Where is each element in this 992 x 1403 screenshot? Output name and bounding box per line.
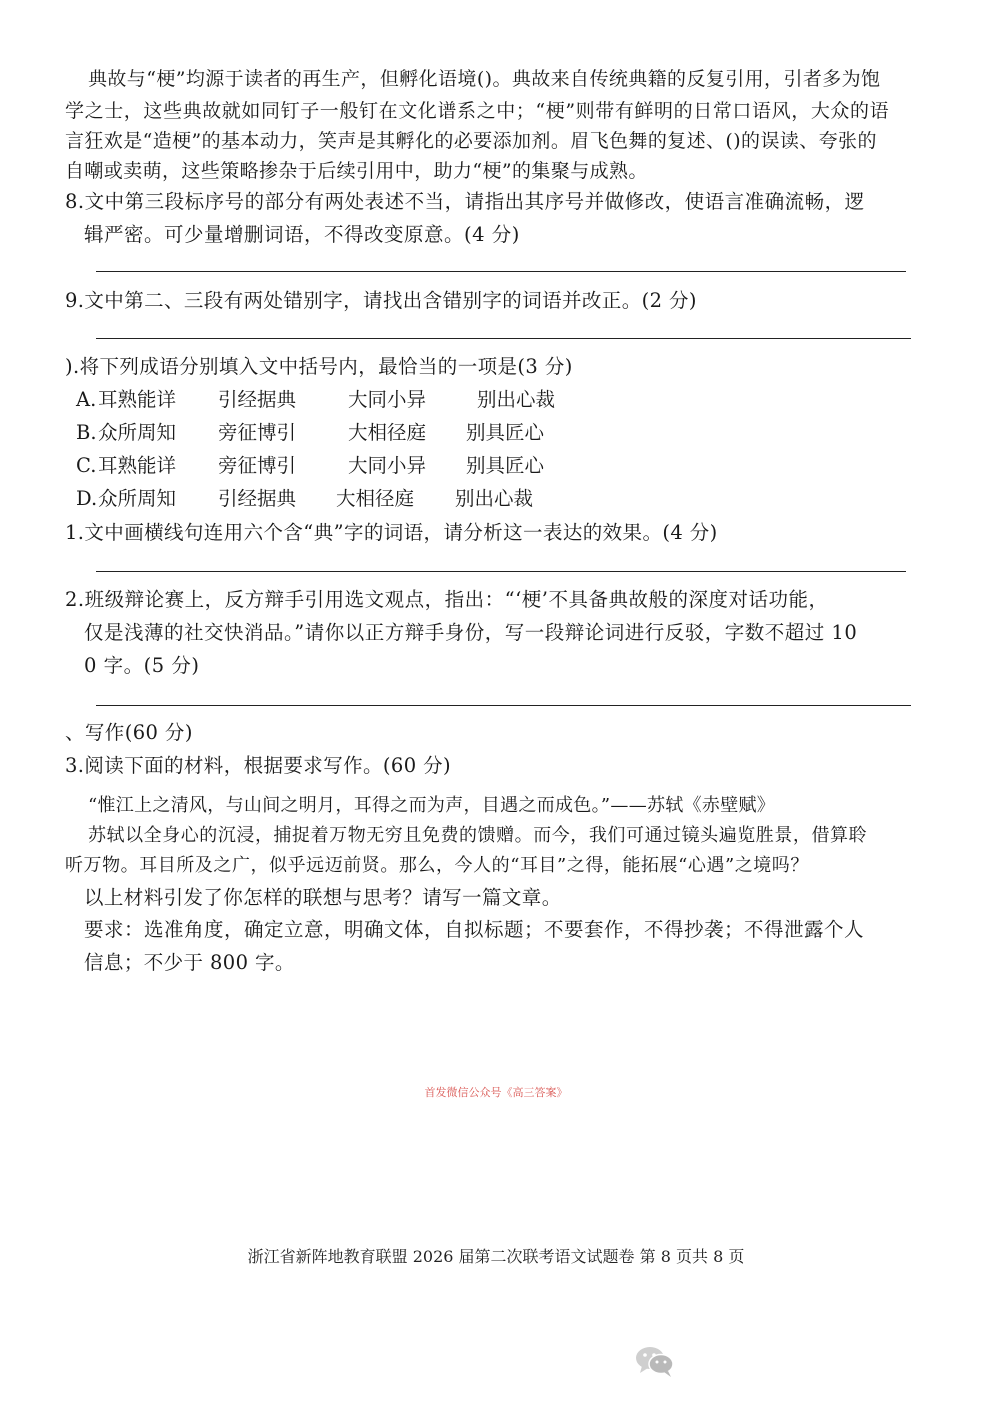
- question-12-line-3: 0 字。(5 分): [84, 654, 200, 677]
- section-writing-title: 、写作(60 分): [65, 721, 193, 744]
- option-b-letter: B.: [76, 421, 97, 444]
- question-13-material-1: 苏轼以全身心的沉浸，捕捉着万物无穷且免费的馈赠。而今，我们可通过镜头遍览胜景，借算聆: [88, 825, 868, 846]
- option-a-idiom-4: 别出心裁: [477, 388, 556, 411]
- option-b-idiom-2: 旁征博引: [218, 421, 297, 444]
- option-b-idiom-3: 大相径庭: [348, 421, 427, 444]
- passage-line-4: 自嘲或卖萌，这些策略掺杂于后续引用中，助力“梗”的集聚与成熟。: [65, 160, 648, 182]
- wechat-icon: [634, 1343, 676, 1379]
- answer-line-q9[interactable]: [96, 338, 911, 339]
- question-11-line-1: 1.文中画横线句连用六个含“典”字的词语，请分析这一表达的效果。(4 分): [65, 521, 718, 544]
- passage-line-3: 言狂欢是“造梗”的基本动力，笑声是其孵化的必要添加剂。眉飞色舞的复述、()的误读、夸张的: [65, 130, 877, 152]
- option-c-letter: C.: [76, 454, 97, 477]
- option-c-idiom-2: 旁征博引: [218, 454, 297, 477]
- answer-line-q12[interactable]: [96, 705, 911, 706]
- option-a-idiom-3: 大同小异: [348, 388, 427, 411]
- question-9-line-1: 9.文中第二、三段有两处错别字，请找出含错别字的词语并改正。(2 分): [65, 289, 697, 312]
- question-12-line-2: 仅是浅薄的社交快消品。”请你以正方辩手身份，写一段辩论词进行反驳，字数不超过 10: [84, 621, 858, 644]
- question-13-requirement-2: 信息；不少于 800 字。: [84, 951, 295, 974]
- question-10-line-1: ).将下列成语分别填入文中括号内，最恰当的一项是(3 分): [65, 355, 573, 378]
- question-13-material-2: 听万物。耳目所及之广，似乎远迈前贤。那么，今人的“耳目”之得，能拓展“心遇”之境吗？: [65, 855, 809, 876]
- passage-line-1: 典故与“梗”均源于读者的再生产，但孵化语境()。典故来自传统典籍的反复引用，引者多为饱: [88, 68, 881, 90]
- question-13-quote: “惟江上之清风，与山间之明月，耳得之而为声，目遇之而成色。”——苏轼《赤壁赋》: [88, 795, 776, 816]
- page-footer: 浙江省新阵地教育联盟 2026 届第二次联考语文试题卷 第 8 页共 8 页: [247, 1247, 745, 1266]
- answer-line-q11[interactable]: [96, 571, 906, 572]
- option-b-idiom-4: 别具匠心: [466, 421, 545, 444]
- question-12-line-1: 2.班级辩论赛上，反方辩手引用选文观点，指出：“‘梗’不具备典故般的深度对话功能，: [65, 588, 829, 611]
- option-c-idiom-4: 别具匠心: [466, 454, 545, 477]
- option-d-idiom-2: 引经据典: [218, 487, 297, 510]
- question-13-prompt: 以上材料引发了你怎样的联想与思考？请写一篇文章。: [84, 886, 562, 909]
- question-8-line-1: 8.文中第三段标序号的部分有两处表述不当，请指出其序号并做修改，使语言准确流畅，逻: [65, 190, 865, 213]
- option-d-idiom-3: 大相径庭: [336, 487, 415, 510]
- option-d-idiom-1: 众所周知: [98, 487, 177, 510]
- option-d-idiom-4: 别出心裁: [455, 487, 534, 510]
- option-c-idiom-3: 大同小异: [348, 454, 427, 477]
- watermark-text: 首发微信公众号《高三答案》: [424, 1086, 568, 1099]
- option-a-idiom-1: 耳熟能详: [98, 388, 177, 411]
- question-8-line-2: 辑严密。可少量增删词语，不得改变原意。(4 分): [84, 223, 520, 246]
- option-a-idiom-2: 引经据典: [218, 388, 297, 411]
- passage-line-2: 学之士，这些典故就如同钉子一般钉在文化谱系之中；“梗”则带有鲜明的日常口语风，大众的语: [65, 100, 890, 122]
- answer-line-q8[interactable]: [96, 271, 906, 272]
- option-b-idiom-1: 众所周知: [98, 421, 177, 444]
- option-a-letter: A.: [76, 388, 97, 411]
- question-13-requirement-1: 要求：选准角度，确定立意，明确文体，自拟标题；不要套作，不得抄袭；不得泄露个人: [84, 918, 865, 941]
- option-d-letter: D.: [76, 487, 98, 510]
- option-c-idiom-1: 耳熟能详: [98, 454, 177, 477]
- question-13-line-1: 3.阅读下面的材料，根据要求写作。(60 分): [65, 754, 452, 777]
